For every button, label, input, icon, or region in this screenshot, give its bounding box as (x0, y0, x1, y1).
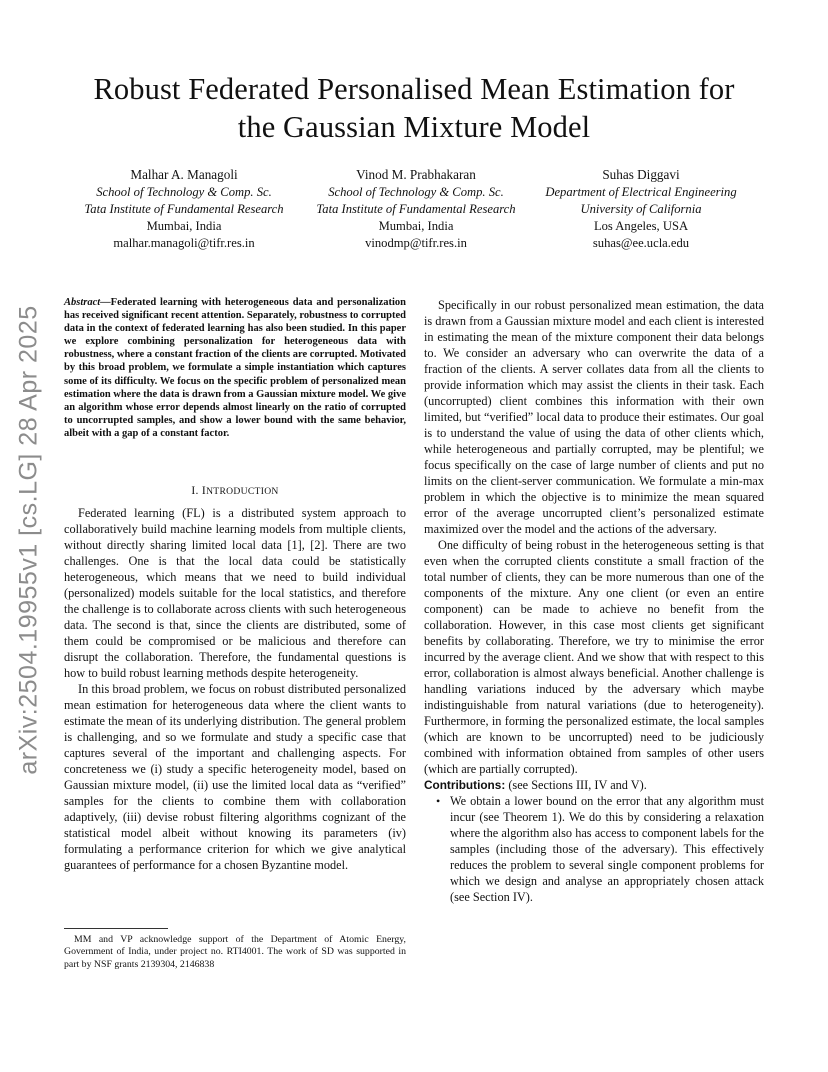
right-column-body (424, 297, 764, 905)
author-location: Mumbai, India (378, 219, 454, 233)
title-line-1: Robust Federated Personalised Mean Estimation for (93, 72, 735, 106)
section-heading-introduction (64, 484, 406, 497)
list-item (424, 793, 764, 905)
title-line-2: the Gaussian Mixture Model (237, 110, 591, 144)
author-affiliation: School of Technology & Comp. Sc. (328, 185, 504, 199)
section-number: I. (191, 484, 199, 497)
author-affiliation: Department of Electrical Engineering (545, 185, 737, 199)
footnote: MM and VP acknowledge support of the Department of Atomic Energy, Government of India, under project no. RTI4001. The work of SD was supported in part by NSF grants 2139304, 2146838 (64, 934, 406, 970)
left-column-body (64, 505, 406, 873)
contributions-list (424, 793, 764, 905)
author-location: Los Angeles, USA (593, 219, 689, 233)
author-location: Mumbai, India (146, 219, 222, 233)
author-institution: University of California (580, 202, 702, 216)
section-title-initial: I (201, 484, 207, 497)
list-item-text: We obtain a lower bound on the error that any algorithm must incur (see Theorem 1). We do this by considering a relaxation where the algorithm also has access to component labels for the samples (including those of the adversary). This effectively reduces the problem to several single component problems for which we design and analyse an appropriately chosen attack (see Section IV). (450, 794, 764, 904)
author-name: Vinod M. Prabhakaran (356, 167, 476, 182)
author-block-1 (64, 166, 304, 252)
author-email: suhas@ee.ucla.edu (592, 236, 690, 250)
contributions-line (424, 777, 764, 793)
section-title-rest: NTRODUCTION (206, 486, 279, 497)
paper-title (40, 70, 788, 146)
author-affiliation: School of Technology & Comp. Sc. (96, 185, 272, 199)
abstract-label: Abstract (64, 297, 101, 308)
contributions-text: (see Sections III, IV and V). (505, 778, 647, 792)
paragraph: Federated learning (FL) is a distributed system approach to collaboratively build machine learning models from multiple clients, without directly sharing limited local data [1], [2]. There are two challenges. One is that the local data could be statistically heterogeneous, which means that we need to build individual (personalized) models suitable for the local statistics, and therefore the challenge is to collaborate across clients with such heterogeneous data. The second is that, since the clients are distributed, some of them could be compromised or be malicious and therefore can disrupt the collaboration. Therefore, the fundamental questions is how to build robust learning methods despite heterogeneity. (64, 506, 406, 680)
author-institution: Tata Institute of Fundamental Research (316, 202, 516, 216)
author-block-2 (296, 166, 536, 252)
contributions-label: Contributions: (424, 778, 506, 792)
abstract-text: —Federated learning with heterogeneous data and personalization has received significant recent attention. Separately, robustness to corrupted data in the context of federated learning has also been studied. In this paper we explore combining personalization for heterogeneous data with robustness, where a constant fraction of the clients are corrupted. Motivated by this broad problem, we formulate a simple instantiation which captures some of its difficulty. We focus on the specific problem of personalized mean estimation where the data is drawn from a Gaussian mixture model. We give an algorithm whose error depends almost linearly on the ratio of corrupted to uncorrupted samples, and show a lower bound with the same behavior, albeit with a gap of a constant factor. (64, 297, 406, 439)
bullet-icon: • (436, 794, 441, 808)
arxiv-identifier: arXiv:2504.19955v1 [cs.LG] 28 Apr 2025 (14, 305, 43, 775)
paragraph: Specifically in our robust personalized mean estimation, the data is drawn from a Gaussian mixture model and each client is interested in estimating the mean of the mixture component their data belongs to. We consider an adversary who can overwrite the data of a fraction of the clients. A server collates data from all the clients to provide information which may assist the clients in their task. Each (uncorrupted) client combines this information with their own limited, but “verified” local data to produce their estimates. Our goal is to understand the value of using the data of other clients which, while heterogeneous and partially corrupted, may be plentiful; we focus specifically on the case of large number of clients and put no limits on the client-server communication. We formulate a min-max problem in which the objective is to minimize the mean squared error of the average uncorrupted client’s personalized estimate maximized over the model and the actions of the adversary. (424, 298, 764, 536)
author-institution: Tata Institute of Fundamental Research (84, 202, 284, 216)
footnote-rule (64, 928, 168, 929)
abstract (64, 296, 406, 440)
author-email: malhar.managoli@tifr.res.in (113, 236, 255, 250)
author-email: vinodmp@tifr.res.in (365, 236, 467, 250)
paragraph: In this broad problem, we focus on robust distributed personalized mean estimation for heterogeneous data where the client wants to estimate the mean of its underlying distribution. The general problem is challenging, and so we formulate and study a specific case that captures several of the important and challenging aspects. For concreteness we (i) study a specific heterogeneity model, based on Gaussian mixture model, (ii) use the limited local data as “verified” samples for the clients to combine them with collaboration adaptively, (iii) devise robust filtering algorithms cognizant of the statistical model albeit without knowing its parameters (iv) formulating a performance criterion for which we give analytical guarantees of performance for a chosen Byzantine model. (64, 682, 406, 872)
arxiv-stamp (12, 300, 46, 780)
author-name: Suhas Diggavi (602, 167, 680, 182)
author-name: Malhar A. Managoli (130, 167, 238, 182)
author-block-3 (521, 166, 761, 252)
paragraph: One difficulty of being robust in the heterogeneous setting is that even when the corrupted clients constitute a small fraction of the total number of clients, they can be more numerous than one of the components of the mixture. Any one client (or even an entire component) can be made to achieve no benefit from the collaboration. However, in this case most clients get significant benefits by collaborating. Therefore, we try to minimise the error incurred by the average client. And we show that with respect to this error, collaboration is almost always beneficial. Another challenge is handling variations induced by the adversary which maybe indistinguishable from natural variations (due to heterogeneity). Furthermore, in forming the personalized estimate, the local samples (which are known to be uncorrupted) need to be judiciously combined with information obtained from samples of other users (which are partially corrupted). (424, 538, 764, 776)
